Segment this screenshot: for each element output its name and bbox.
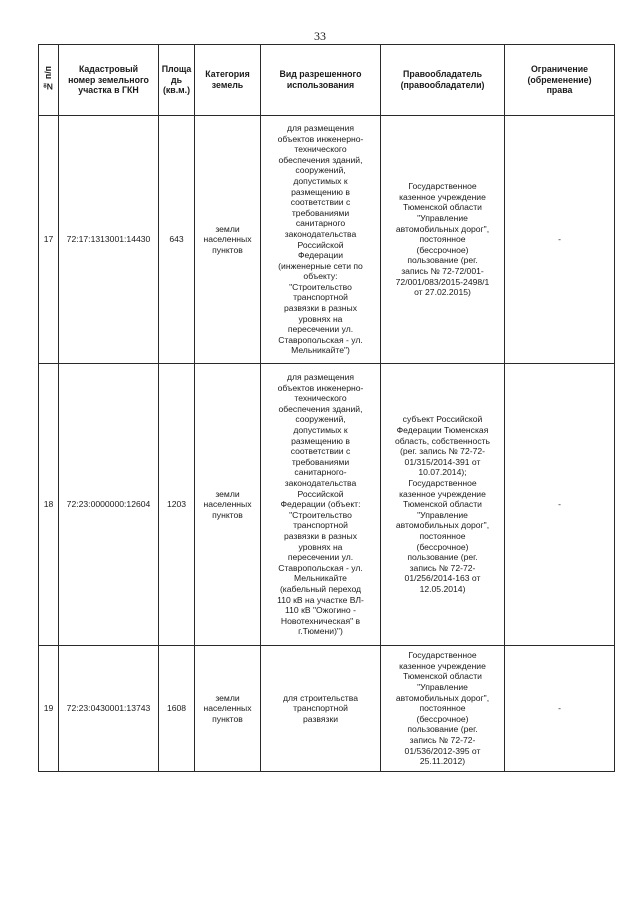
cell-owner: Государственное казенное учреждение Тюменской области "Управление автомобильных дорог", постоянное (бессрочное) пользование (рег. запись № 72-72- 01/536/2012-395 от 25.11.2012) [381,646,505,772]
cell-restriction: - [505,646,615,772]
table-row [39,364,615,646]
header-owner: Правообладатель (правообладатели) [381,45,505,116]
cell-permitted-use: для размещения объектов инженерно- технического обеспечения зданий, сооружений, допустимых к размещению в соответствии с требованиями санитарного- законодательства Российской Федерации (объект: "Строительство транспортной развязки в разных уровнях на пересечении ул. Ставропольская - ул. Мельникайте (кабельный переход 110 кВ на участке ВЛ- 110 кВ "Ожогино - Новотехническая" в г.Тюмени)") [261,364,381,646]
table-row [39,646,615,772]
cell-area: 1608 [159,646,195,772]
cell-restriction: - [505,364,615,646]
header-cadastral: Кадастровый номер земельного участка в ГКН [59,45,159,116]
cell-owner: Государственное казенное учреждение Тюменской области "Управление автомобильных дорог", постоянное (бессрочное) пользование (рег. запись № 72-72/001- 72/001/083/2015-2498/1 от 27.02.2015) [381,116,505,364]
cell-category: земли населенных пунктов [195,116,261,364]
cell-number: 19 [39,646,59,772]
header-restriction: Ограничение (обременение) права [505,45,615,116]
cell-permitted-use: для строительства транспортной развязки [261,646,381,772]
header-number: № п/п [39,45,59,116]
table-row [39,116,615,364]
header-category: Категория земель [195,45,261,116]
table-header-row [39,45,615,116]
land-plots-table [38,44,615,772]
cell-owner: субъект Российской Федерации Тюменская область, собственность (рег. запись № 72-72- 01/315/2014-391 от 10.07.2014); Государственное казенное учреждение Тюменской области "Управление автомобильных дорог", постоянное (бессрочное) пользование (рег. запись № 72-72- 01/256/2014-163 от 12.05.2014) [381,364,505,646]
cell-number: 17 [39,116,59,364]
cell-category: земли населенных пунктов [195,364,261,646]
header-permitted-use: Вид разрешенного использования [261,45,381,116]
cell-cadastral: 72:23:0430001:13743 [59,646,159,772]
cell-cadastral: 72:17:1313001:14430 [59,116,159,364]
cell-area: 1203 [159,364,195,646]
cell-number: 18 [39,364,59,646]
cell-permitted-use: для размещения объектов инженерно- технического обеспечения зданий, сооружений, допустимых к размещению в соответствии с требованиями санитарного законодательства Российской Федерации (инженерные сети по объекту: "Строительство транспортной развязки в разных уровнях на пересечении ул. Ставропольская - ул. Мельникайте") [261,116,381,364]
header-area: Площа дь (кв.м.) [159,45,195,116]
cell-area: 643 [159,116,195,364]
cell-restriction: - [505,116,615,364]
cell-category: земли населенных пунктов [195,646,261,772]
cell-cadastral: 72:23:0000000:12604 [59,364,159,646]
page-number: 33 [314,29,326,43]
